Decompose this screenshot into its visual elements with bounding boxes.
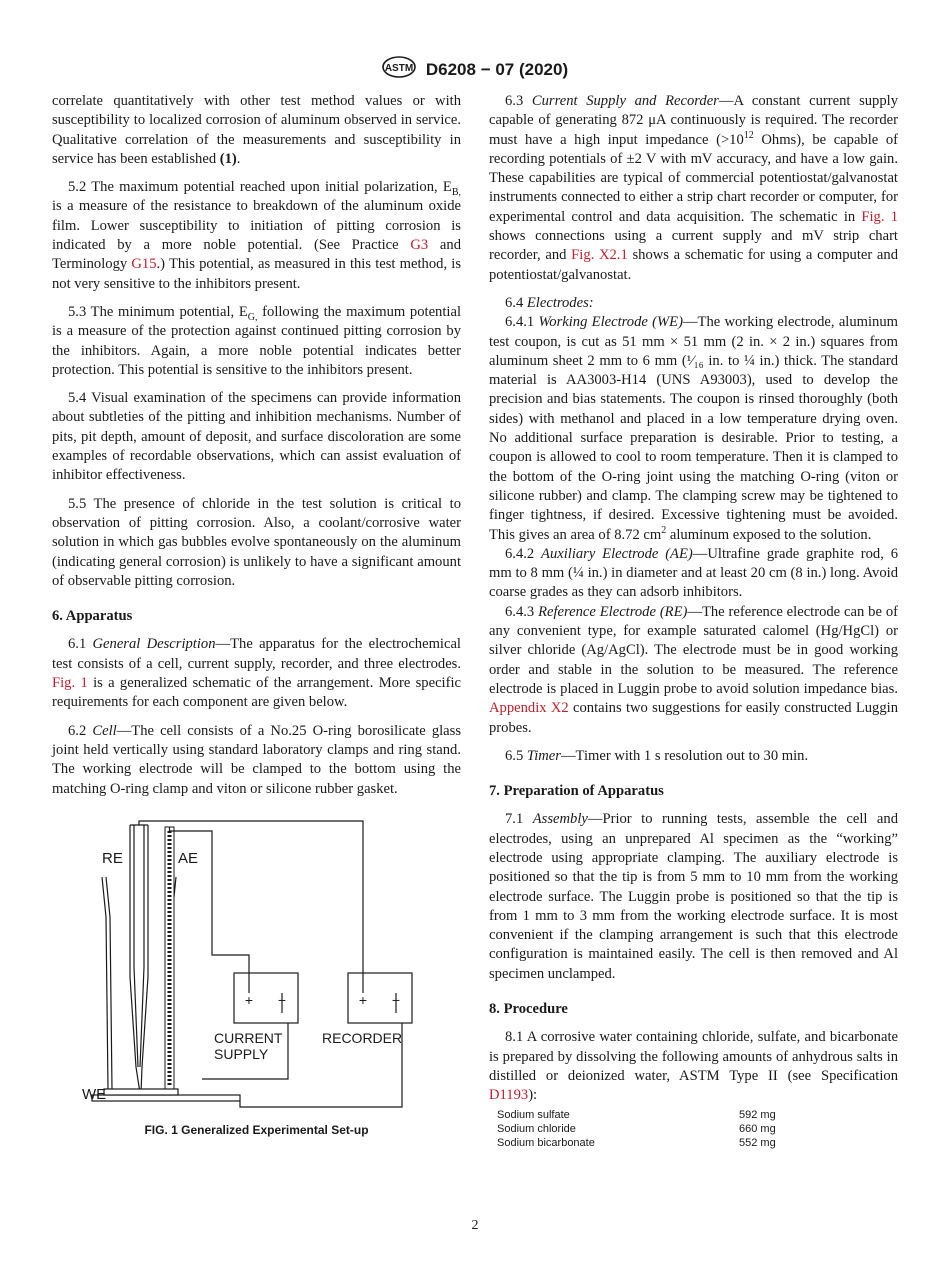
salt-amount: 660 mg bbox=[739, 1122, 776, 1135]
paragraph-6-4-3: 6.4.3 Reference Electrode (RE)—The reference electrode can be of any convenient type, for example saturated calomel (Hg/HgCl) or silver chloride (Ag/AgCl). The electrode must be in good working order and stable in the solution to be measured. The reference electrode is placed in Luggin probe to avoid solution impedance bias. Appendix X2 contains two suggestions for easily constructed Luggin probes. bbox=[489, 603, 898, 736]
paragraph-6-2: 6.2 Cell—The cell consists of a No.25 O-ring borosilicate glass joint held vertically using standard laboratory clamps and ring stand. The working electrode will be clamped to the bottom using the matching O-ring clamp and viton or silicone rubber gasket. bbox=[52, 722, 462, 797]
recorder-label: RECORDER bbox=[322, 1029, 403, 1046]
section-heading-6: 6. Apparatus bbox=[52, 608, 133, 625]
recorder-minus: − bbox=[391, 991, 401, 1008]
current-supply-minus: − bbox=[277, 991, 287, 1008]
label-ae: AE bbox=[178, 849, 199, 867]
figure-1-caption: FIG. 1 Generalized Experimental Set-up bbox=[144, 1122, 369, 1137]
current-supply-label-2: SUPPLY bbox=[214, 1045, 269, 1062]
paragraph-5-3: 5.3 The minimum potential, $E_{G,}$ following the maximum potential is a measure of the protection against continued pitting corrosion by the inhibitors. Again, a more noble potential indicates better protection. This potential is sensitive to the inhibitors present. bbox=[52, 303, 461, 378]
astm-logo-icon bbox=[382, 56, 416, 83]
label-re: RE bbox=[102, 849, 123, 867]
link-fig-1[interactable]: Fig. 1 bbox=[52, 675, 88, 692]
reference-1[interactable]: (1) bbox=[219, 150, 237, 167]
auxiliary-electrode-rod bbox=[165, 827, 174, 1089]
document-id: D6208 − 07 (2020) bbox=[425, 59, 569, 79]
current-supply-plus: + bbox=[244, 991, 254, 1008]
paragraph-5-2: 5.2 The maximum potential reached upon initial polarization, $E_{B,}$ is a measure of the resistance to breakdown of the aluminum oxide film. Lower susceptibility to initiation of pitting corrosion is indicated by a more noble potential. (See Practice G3 and Terminology G15.) This potential, as measured in this test method, is not very sensitive to the inhibitors present. bbox=[52, 179, 462, 292]
salt-name: Sodium sulfate bbox=[497, 1108, 570, 1121]
salt-row bbox=[489, 1122, 898, 1136]
astm-logo-text: ASTM bbox=[384, 63, 414, 74]
link-d1193[interactable]: D1193 bbox=[489, 1087, 529, 1104]
page-header bbox=[0, 56, 950, 83]
link-fig-x2-1[interactable]: Fig. X2.1 bbox=[571, 247, 628, 264]
link-g15[interactable]: G15 bbox=[131, 256, 157, 273]
paragraph-6-1: 6.1 General Description—The apparatus for the electrochemical test consists of a cell, current supply, recorder, and three electrodes. Fig. 1 is a generalized schematic of the arrangement. More specific requirements for each component are given below. bbox=[52, 636, 461, 711]
paragraph-6-4: 6.4 Electrodes: bbox=[505, 294, 594, 311]
working-electrode-clamp bbox=[104, 1089, 178, 1095]
paragraph-6-4-1: 6.4.1 Working Electrode (WE)—The working electrode, aluminum test coupon, is cut as 51 mm × 51 mm (2 in. × 2 in.) squares from aluminum sheet 2 mm to 6 mm (¹⁄₁₆ in. to ¼ in.) thick. The standard material is AA3003-H14 (UNS A93003), used to develop the precision and bias statements. The coupon is rinsed thoroughly (both sides) with methanol and placed in a low temperature drying oven. No additional surface preparation is desirable. Prior to testing, a coupon is allowed to cool to room temperature. Then it is clamped to the bottom of the O-ring joint using the matching O-ring (viton or silicone rubber) and clamp. The clamping screw may be tightened to finger tightness, if desired. Excessive tightening must be avoided. This gives an area of 8.72 $cm^2$ aluminum exposed to the solution. bbox=[489, 314, 898, 543]
experimental-setup-diagram bbox=[52, 817, 461, 1117]
left-column bbox=[52, 92, 461, 1147]
paragraph-7-1: 7.1 Assembly—Prior to running tests, assemble the cell and electrodes, using an unprepared Al specimen as the “working” electrode using appropriate clamping. The auxiliary electrode is positioned so that the tip is from 5 mm to 10 mm from the working electrode surface. The Luggin probe is positioned so that the tip is from 1 mm to 3 mm from the working electrode surface. It is most convenient if the clamping arrangement is such that this electrode configuration is maintained easily. The cell is then removed and Al specimen unclamped. bbox=[489, 811, 898, 982]
right-column bbox=[489, 92, 898, 1150]
paragraph-6-5: 6.5 Timer—Timer with 1 s resolution out to 30 min. bbox=[505, 747, 809, 764]
current-supply-box bbox=[234, 973, 298, 1023]
paragraph-5-1-continued: correlate quantitatively with other test method values or with susceptibility to localized corrosion of aluminum observed in service. Qualitative correlation of the measurements and susceptibility in service has been established (1). bbox=[52, 93, 461, 167]
salt-row bbox=[489, 1136, 898, 1150]
recorder-box bbox=[348, 973, 412, 1023]
paragraph-8-1: 8.1 A corrosive water containing chloride, sulfate, and bicarbonate is prepared by dissolving the following amounts of anhydrous salts in distilled or deionized water, ASTM Type II (see Specification D1193): bbox=[489, 1029, 898, 1104]
salt-amount: 592 mg bbox=[739, 1108, 776, 1121]
reference-electrode-tube bbox=[130, 825, 148, 1093]
salt-row bbox=[489, 1108, 898, 1122]
link-g3[interactable]: G3 bbox=[410, 237, 429, 254]
paragraph-5-5: 5.5 The presence of chloride in the test solution is critical to observation of pitting corrosion. Also, a coolant/corrosive water solution in which gas bubbles evolve spontaneously on the aluminum (indicating general corrosion) is unlikely to have a significant amount of observable pitting corrosion. bbox=[52, 495, 461, 589]
link-fig-1-right[interactable]: Fig. 1 bbox=[861, 208, 898, 225]
paragraph-6-4-2: 6.4.2 Auxiliary Electrode (AE)—Ultrafine grade graphite rod, 6 mm to 8 mm (¼ in.) in diameter and at least 20 cm (8 in.) long. Avoid coarse grades as they can adsorb inhibitors. bbox=[489, 545, 898, 601]
salts-table bbox=[489, 1108, 898, 1150]
page-number: 2 bbox=[471, 1218, 479, 1233]
current-supply-label-1: CURRENT bbox=[214, 1029, 283, 1046]
figure-1 bbox=[52, 817, 461, 1147]
link-appendix-x2[interactable]: Appendix X2 bbox=[489, 700, 569, 717]
recorder-plus: + bbox=[358, 991, 368, 1008]
section-heading-8: 8. Procedure bbox=[489, 1001, 568, 1018]
label-we: WE bbox=[82, 1085, 107, 1103]
salt-name: Sodium bicarbonate bbox=[497, 1136, 595, 1149]
paragraph-5-4: 5.4 Visual examination of the specimens can provide information about subtleties of the pitting and inhibition mechanisms. Number of pits, pit depth, amount of deposit, and surface discoloration are some examples of recordable observations, which can assist evaluation of inhibitor effectiveness. bbox=[52, 390, 461, 484]
salt-amount: 552 mg bbox=[739, 1136, 776, 1149]
section-heading-7: 7. Preparation of Apparatus bbox=[489, 783, 664, 800]
salt-name: Sodium chloride bbox=[497, 1122, 576, 1135]
paragraph-6-3: 6.3 Current Supply and Recorder—A constant current supply capable of generating 872 μA continuously is required. The recorder must have a high input impedance ($>10^{12}$ Ohms), be capable of recording potentials of ±2 V with mV accuracy, and have a low gain. These capabilities are typical of commercial potentiostat/galvanostat instruments connected to either a strip chart recorder or computer, for experimental control and data acquisition. The schematic in Fig. 1 shows connections using a current supply and mV strip chart recorder, and Fig. X2.1 shows a schematic for using a computer and potentiostat/galvanostat. bbox=[489, 93, 899, 283]
working-electrode-plate bbox=[92, 1095, 240, 1101]
